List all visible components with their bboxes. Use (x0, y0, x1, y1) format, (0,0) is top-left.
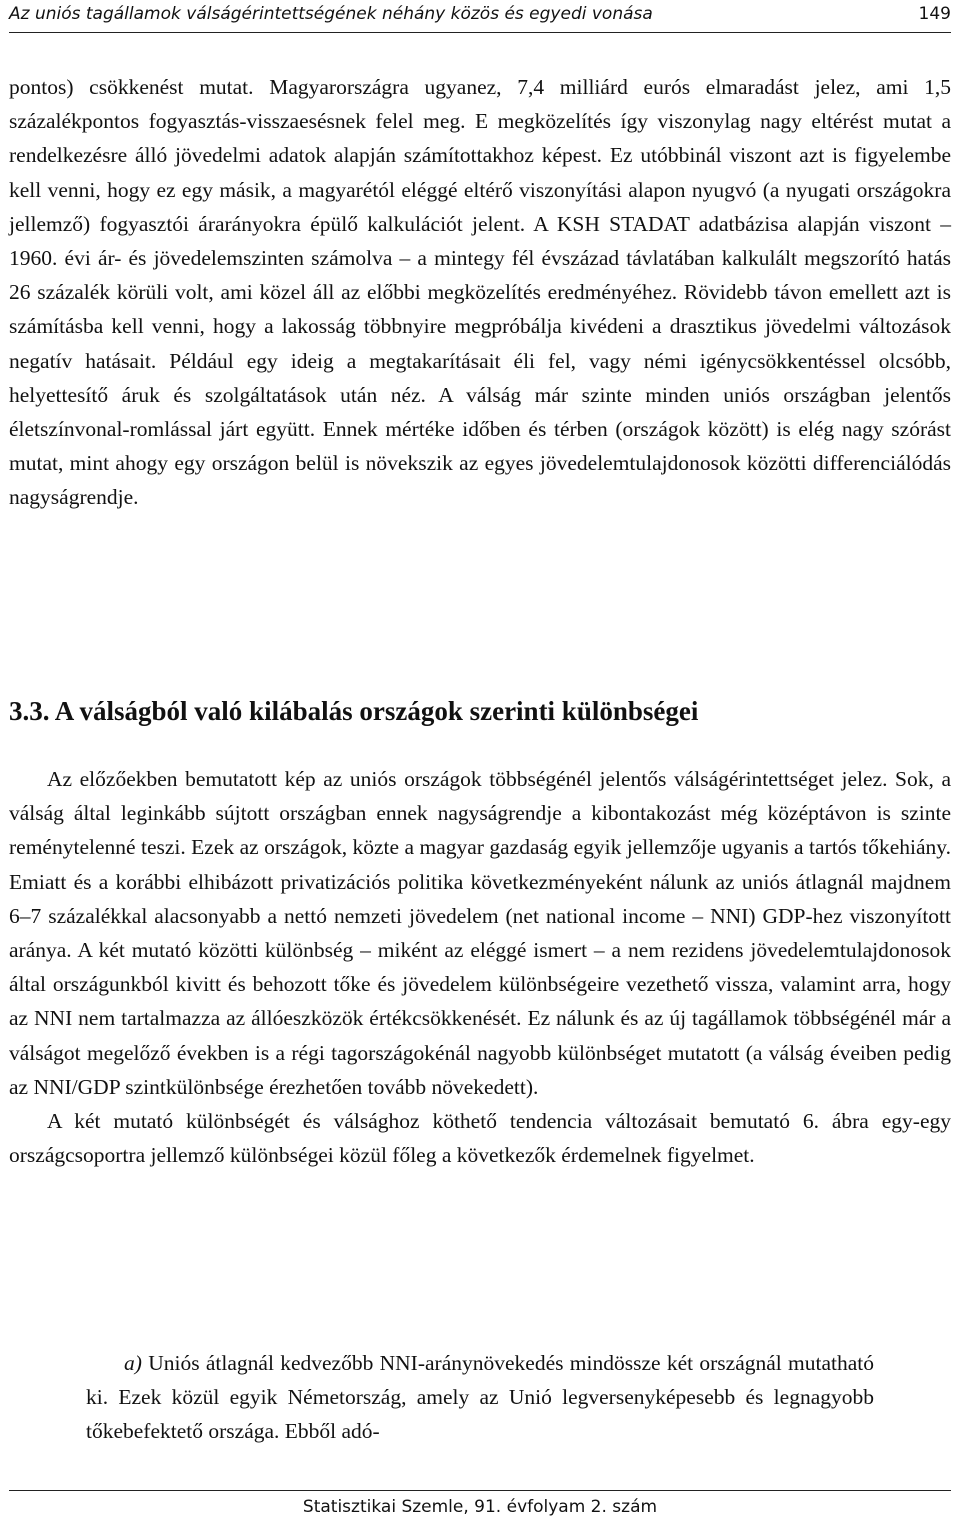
body-text-block-2 (9, 762, 951, 1172)
body-text-block-1 (9, 70, 951, 515)
list-item-text: Uniós átlagnál kedvezőbb NNI-aránynövekedés mindössze két országnál mutatható ki. Ezek közül egyik Németország, amely az Unió legversenyképesebb és legnagyobb tőkebefektető országa. Ebből adó- (86, 1351, 875, 1444)
list-item-a (86, 1346, 874, 1449)
section-title: A válságból való kilábalás országok szerinti különbségei (54, 696, 699, 726)
list-item-marker: a) (124, 1351, 142, 1375)
list-block (86, 1346, 874, 1449)
running-header (9, 0, 951, 33)
running-footer (9, 1490, 951, 1525)
footer-text: Statisztikai Szemle, 91. évfolyam 2. szám (302, 1497, 658, 1517)
page-number: 149 (918, 4, 951, 24)
header-title: Az uniós tagállamok válságérintettségének néhány közös és egyedi vonása (9, 4, 653, 24)
paragraph-3: A két mutató különbségét és válsághoz köthető tendencia változásait bemutató 6. ábra egy-egy országcsoportra jellemző különbségei közül főleg a következők érdemelnek figyelmet. (9, 1109, 951, 1168)
paragraph-1: pontos) csökkenést mutat. Magyarországra ugyanez, 7,4 milliárd eurós elmaradást jelez, ami 1,5 százalékpontos fogyasztás-visszaesésnek felel meg. E megközelítés így viszonylag nagy eltérést mutat a rendelkezésre álló jövedelmi adatok alapján számítottakhoz képest. Ez utóbbinál viszont azt is figyelembe kell venni, hogy ez egy másik, a magyarétól eléggé eltérő viszonyítási alapon nyugvó (a nyugati országokra jellemző) fogyasztói árarányokra épülő kalkulációt jelent. A KSH STADAT adatbázisa alapján viszont – 1960. évi ár- és jövedelemszinten számolva – a mintegy fél évszázad távlatában kalkulált megszorító hatás 26 százalék körüli volt, ami közel áll az előbbi megközelítés eredményéhez. Rövidebb távon emellett azt is számításba kell venni, hogy a lakosság többnyire megpróbálja kivédeni a drasztikus jövedelmi változások negatív hatásait. Például egy ideig a megtakarításait éli fel, vagy némi igénycsökkentéssel olcsóbb, helyettesítő áruk és szolgáltatások után néz. A válság már szinte minden uniós országban jelentős életszínvonal-romlással járt együtt. Ennek mértéke időben és térben (országok között) is elég nagy szórást mutat, mint ahogy egy országon belül is növekszik az egyes jövedelemtulajdonosok közötti differenciálódás nagyságrendje. (9, 75, 951, 510)
section-heading (9, 694, 951, 728)
paragraph-2: Az előzőekben bemutatott kép az uniós országok többségénél jelentős válságérintettséget jelez. Sok, a válság által leginkább sújtott országban ennek nagyságrendje a kibontakozást még középtávon is szinte reménytelenné teszi. Ezek az országok, közte a magyar gazdaság egyik jellemzője ugyanis a tartós tőkehiány. Emiatt és a korábbi elhibázott privatizációs politika következményeként nálunk az uniós átlagnál majdnem 6–7 százalékkal alacsonyabb a nettó nemzeti jövedelem (net national income – NNI) GDP-hez viszonyított aránya. A két mutató közötti különbség – miként az eléggé ismert – a nem rezidens jövedelemtulajdonosok által országunkból kivitt és behozott tőke és jövedelem különbségeire vezethető vissza, valamint arra, hogy az NNI nem tartalmazza az állóeszközök értékcsökkenését. Ez nálunk és az új tagállamok többségénél már a válságot megelőző években is a régi tagországokénál nagyobb különbséget mutatott (a válság éveiben pedig az NNI/GDP szintkülönbsége érezhetően tovább növekedett). (9, 767, 951, 1099)
section-number: 3.3. (9, 696, 50, 726)
